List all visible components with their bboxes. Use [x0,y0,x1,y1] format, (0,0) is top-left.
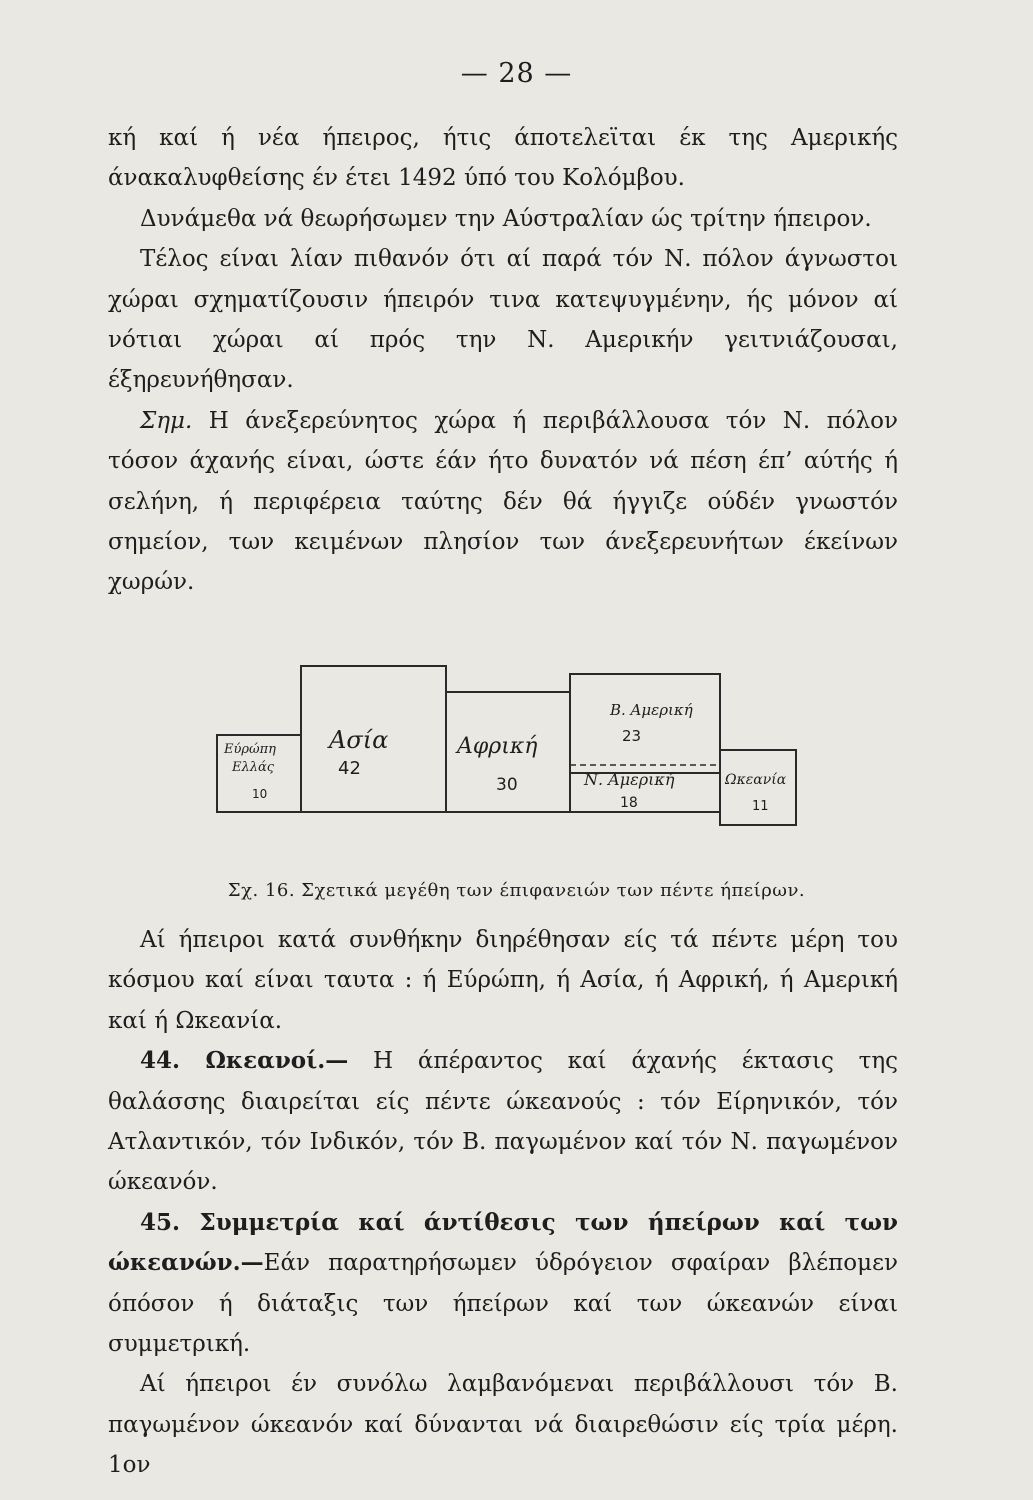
label-africa: Αφρική [457,734,538,759]
paragraph-five-parts: Αί ήπειροι κατά συνθήκην διηρέθησαν είς τά πέντε μέρη του κόσμου καί είναι ταυτα : ή Εύρώπη, ή Ασία, ή Αφρική, ή Αμερική καί ή Ωκεανία. [108,927,898,1034]
label-north-america: Β. Αμερική [610,701,693,719]
paragraph-south-pole: Τέλος είναι λίαν πιθανόν ότι αί παρά τόν Ν. πόλον άγνωστοι χώραι σχηματίζουσιν ήπειρόν τινα κατεψυγμένην, ής μόνον αί νότιαι χώραι αί πρός την Ν. Αμερικήν γειτνιάζουσαι, έξηρευνήθησαν. [108,246,898,394]
value-asia: 42 [338,758,361,779]
section-44-text: Η άπέραντος καί άχανής έκτασις της θαλάσσης διαιρείται είς πέντε ώκεανούς : τόν Είρηνικόν, τόν Ατλαντικόν, τόν Ινδικόν, τόν Β. παγωμένον καί τόν Ν. παγωμένον ώκεανόν. [108,1048,898,1196]
value-north-america: 23 [622,727,642,745]
value-oceania: 11 [752,799,769,814]
label-asia: Ασία [329,726,389,754]
label-south-america: Ν. Αμερική [584,770,675,789]
label-oceania: Ωκεανία [725,772,787,788]
label-oceania-clip [722,770,794,794]
section-45-heading: 45. Συμμετρία καί άντίθεσις των ήπείρων καί των ώκεανών.— [108,1208,898,1277]
continent-size-figure [214,662,799,832]
paragraph-continuation: κή καί ή νέα ήπειρος, ήτις άποτελεϊται έκ της Αμερικής άνακαλυφθείσης έν έτει 1492 ύπό του Κολόμβου. [108,125,898,192]
value-europe: 10 [252,787,268,801]
section-45 [108,1203,898,1365]
section-44-heading: 44. Ωκεανοί.— [140,1047,349,1075]
section-44 [108,1041,898,1203]
label-europe: Εύρώπη [224,742,276,757]
label-greece: Ελλάς [232,760,275,775]
body-text-bottom [108,920,898,1486]
figure-caption: Σχ. 16. Σχετικά μεγέθη των έπιφανειών των πέντε ήπείρων. [227,880,806,901]
paragraph-australia: Δυνάμεθα νά θεωρήσωμεν την Αύστραλίαν ώς τρίτην ήπειρον. [140,205,872,232]
paragraph-continents-arrangement: Αί ήπειροι έν συνόλω λαμβανόμεναι περιβάλλουσι τόν Β. παγωμένον ώκεανόν καί δύνανται νά διαιρεθώσιν είς τρία μέρη. 1ον [108,1371,898,1479]
note-label: Σημ. [140,407,193,434]
body-text-top [108,118,898,603]
value-south-america: 18 [620,795,638,811]
page-number: — 28 — [460,58,573,89]
value-africa: 30 [496,775,518,795]
paragraph-note [108,401,898,603]
box-north-america [570,674,720,773]
note-text: Η άνεξερεύνητος χώρα ή περιβάλλουσα τόν Ν. πόλον τόσον άχανής είναι, ώστε έάν ήτο δυνατόν νά πέση έπ’ αύτής ή σελήνη, ή περιφέρεια ταύτης δέν θά ήγγιζε ούδέν γνωστόν σημείον, των κειμένων πλησίον των άνεξερευνήτων έκείνων χωρών. [108,407,898,596]
section-45-text: Εάν παρατηρήσωμεν ύδρόγειον σφαίραν βλέπομεν όπόσον ή διάταξις των ήπείρων καί των ώκεανών είναι συμμετρική. [108,1250,898,1358]
